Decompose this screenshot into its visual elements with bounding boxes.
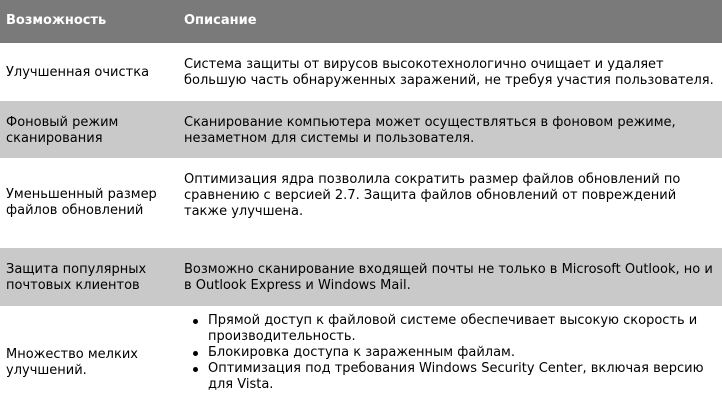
improvements-list <box>184 313 718 393</box>
feature-cell: Защита популярных почтовых клиентов <box>6 262 147 293</box>
table-row <box>0 43 722 101</box>
feature-cell: Множество мелких улучшений. <box>6 347 138 378</box>
list-item-text: Прямой доступ к файловой системе обеспечивает высокую скорость и производительность. <box>208 313 698 344</box>
header-feature: Возможность <box>6 13 107 28</box>
table-header <box>0 0 722 43</box>
bullet-icon <box>193 319 198 324</box>
description-cell: Возможно сканирование входящей почты не только в Microsoft Outlook, но и в Outlook Express и Windows Mail. <box>184 262 713 293</box>
description-cell: Сканирование компьютера может осуществляться в фоновом режиме, незаметном для системы и пользователя. <box>184 115 676 146</box>
header-description: Описание <box>184 13 257 28</box>
table-row <box>0 158 722 248</box>
list-item <box>184 361 718 393</box>
bullet-icon <box>193 367 198 372</box>
list-item-text: Оптимизация под требования Windows Security Center, включая версию для Vista. <box>208 361 704 392</box>
feature-cell: Улучшенная очистка <box>6 65 150 80</box>
bullet-icon <box>193 351 198 356</box>
description-cell: Оптимизация ядра позволила сократить размер файлов обновлений по сравнению с версией 2.7. Защита файлов обновлений от повреждений также улучшена. <box>184 172 681 219</box>
table-row <box>0 248 722 306</box>
table-row <box>0 306 722 402</box>
list-item <box>184 345 718 361</box>
list-item <box>184 313 718 345</box>
table-row <box>0 101 722 158</box>
feature-cell: Уменьшенный размер файлов обновлений <box>6 187 157 218</box>
list-item-text: Блокировка доступа к зараженным файлам. <box>208 345 515 360</box>
description-cell: Система защиты от вирусов высокотехнологично очищает и удаляет большую часть обнаруженных заражений, не требуя участия пользователя. <box>184 57 714 88</box>
feature-cell: Фоновый режим сканирования <box>6 115 119 146</box>
